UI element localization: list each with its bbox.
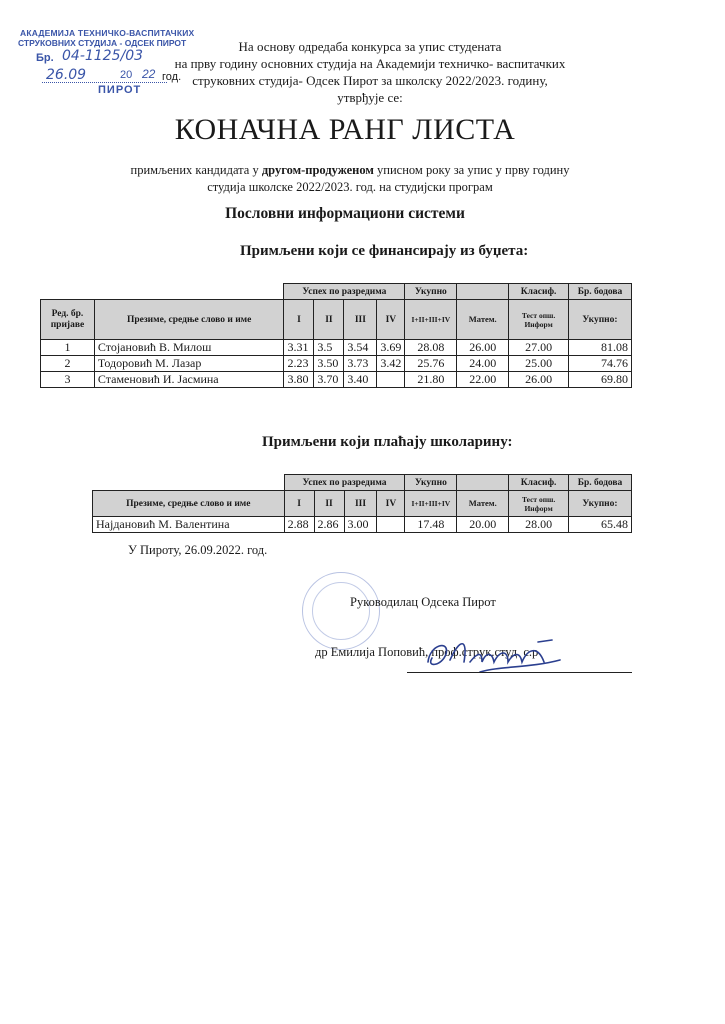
- intro-line-2: на прву годину основних студија на Академији техничко- васпитачких: [174, 56, 566, 71]
- table-column-header-row: [41, 300, 632, 340]
- cell-sum: 28.08: [405, 340, 457, 356]
- col-header-g1: I: [284, 300, 314, 340]
- official-seal-inner: [312, 582, 370, 640]
- col-header-total: Укупно:: [569, 491, 632, 517]
- cell-matem: 26.00: [457, 340, 509, 356]
- col-header-total: Укупно:: [569, 300, 632, 340]
- intro-line-1: На основу одредаба конкурса за упис студената: [238, 39, 502, 54]
- table-row: [41, 340, 632, 356]
- cell-sum: 17.48: [405, 517, 457, 533]
- col-header-test: Тест опш. Информ: [509, 300, 569, 340]
- col-header-g1: I: [284, 491, 314, 517]
- subtitle-line-1: [90, 162, 610, 179]
- table-group-header-row: [41, 284, 632, 300]
- col-header-red-br: Ред. бр. пријаве: [41, 300, 95, 340]
- cell-no: 1: [41, 340, 95, 356]
- subtitle-part-1: примљених кандидата у: [130, 163, 262, 177]
- cell-g1: 2.88: [284, 517, 314, 533]
- cell-matem: 20.00: [457, 517, 509, 533]
- cell-total: 69.80: [569, 372, 632, 388]
- cell-g3: 3.54: [344, 340, 377, 356]
- cell-matem: 22.00: [457, 372, 509, 388]
- subtitle-bold: другом-продуженом: [261, 163, 374, 177]
- cell-name: Стаменовић И. Јасмина: [94, 372, 284, 388]
- section2-heading: Примљени који плаћају школарину:: [262, 434, 513, 450]
- cell-no: 2: [41, 356, 95, 372]
- group-header-uspeh: Успех по разредима: [284, 284, 405, 300]
- stamp-year-prefix: 20: [120, 69, 133, 81]
- col-header-g4: IV: [377, 491, 405, 517]
- cell-g1: 3.80: [284, 372, 314, 388]
- table-row: [41, 372, 632, 388]
- date-line: У Пироту, 26.09.2022. год.: [128, 543, 268, 557]
- handwritten-signature: [420, 632, 570, 677]
- tuition-table: [92, 474, 632, 533]
- cell-g2: 2.86: [314, 517, 344, 533]
- col-header-sum: I+II+III+IV: [405, 491, 457, 517]
- cell-total: 81.08: [569, 340, 632, 356]
- cell-name: Стојановић В. Милош: [94, 340, 284, 356]
- stamp-year-value: 22: [142, 67, 156, 81]
- table-group-header-row: [93, 475, 632, 491]
- section1-heading: Примљени који се финансирају из буџета:: [240, 243, 529, 259]
- table-column-header-row: [93, 491, 632, 517]
- cell-test: 28.00: [509, 517, 569, 533]
- group-header-klasif: Класиф.: [509, 475, 569, 491]
- signatory-role: Руководилац Одсека Пирот: [350, 595, 496, 609]
- table-row: [41, 356, 632, 372]
- cell-sum: 21.80: [405, 372, 457, 388]
- stamp-br-value: 04-1125/03: [62, 48, 144, 64]
- col-header-name: Презиме, средње слово и име: [93, 491, 285, 517]
- col-header-g4: IV: [377, 300, 405, 340]
- cell-g4: [377, 517, 405, 533]
- group-header-uspeh: Успех по разредима: [284, 475, 405, 491]
- cell-g3: 3.00: [344, 517, 377, 533]
- col-header-name: Презиме, средње слово и име: [94, 300, 284, 340]
- document-title: КОНАЧНА РАНГ ЛИСТА: [174, 113, 516, 146]
- cell-g1: 3.31: [284, 340, 314, 356]
- cell-g2: 3.5: [314, 340, 344, 356]
- stamp-line-1: АКАДЕМИЈА ТЕХНИЧКО-ВАСПИТАЧКИХ: [20, 28, 195, 38]
- signatory-name: др Емилија Поповић, проф.струк.студ. с.р: [315, 645, 539, 659]
- subtitle-line-2: студија школске 2022/2023. год. на студијски програм: [207, 180, 493, 194]
- intro-line-4: утврђује се:: [337, 90, 403, 105]
- cell-g3: 3.73: [344, 356, 377, 372]
- cell-g1: 2.23: [284, 356, 314, 372]
- stamp-date: 26.09: [46, 67, 87, 83]
- cell-g3: 3.40: [344, 372, 377, 388]
- col-header-sum: I+II+III+IV: [405, 300, 457, 340]
- group-header-ukupno: Укупно: [405, 284, 457, 300]
- cell-test: 27.00: [509, 340, 569, 356]
- col-header-matem: Матем.: [457, 491, 509, 517]
- col-header-test: Тест опш. Информ: [509, 491, 569, 517]
- cell-no: 3: [41, 372, 95, 388]
- intro-line-3: струковних студија- Одсек Пирот за школску 2022/2023. годину,: [192, 73, 548, 88]
- subtitle-part-3: уписном року за упис у прву годину: [373, 163, 570, 177]
- stamp-line-2: СТРУКОВНИХ СТУДИЈА - ОДСЕК ПИРОТ: [18, 38, 187, 48]
- cell-g4: 3.42: [377, 356, 405, 372]
- cell-total: 65.48: [569, 517, 632, 533]
- cell-g4: [377, 372, 405, 388]
- group-header-klasif: Класиф.: [509, 284, 569, 300]
- group-header-bodova: Бр. бодова: [569, 284, 632, 300]
- stamp-city: ПИРОТ: [98, 84, 142, 96]
- cell-g4: 3.69: [377, 340, 405, 356]
- group-header-ukupno: Укупно: [405, 475, 457, 491]
- col-header-g2: II: [314, 491, 344, 517]
- cell-name: Најдановић М. Валентина: [93, 517, 285, 533]
- subtitle: [90, 162, 610, 196]
- cell-total: 74.76: [569, 356, 632, 372]
- cell-test: 26.00: [509, 372, 569, 388]
- cell-g2: 3.50: [314, 356, 344, 372]
- col-header-matem: Матем.: [457, 300, 509, 340]
- cell-test: 25.00: [509, 356, 569, 372]
- cell-sum: 25.76: [405, 356, 457, 372]
- group-header-bodova: Бр. бодова: [569, 475, 632, 491]
- col-header-g3: III: [344, 491, 377, 517]
- cell-name: Тодоровић М. Лазар: [94, 356, 284, 372]
- cell-matem: 24.00: [457, 356, 509, 372]
- cell-g2: 3.70: [314, 372, 344, 388]
- stamp-year-suffix: год.: [162, 71, 182, 83]
- intro-paragraph: [110, 38, 630, 106]
- program-name: Пословни информациони системи: [225, 205, 465, 222]
- stamp-br-label: Бр.: [36, 52, 54, 64]
- signature-line: [407, 672, 632, 673]
- budget-table: [40, 283, 632, 388]
- col-header-g3: III: [344, 300, 377, 340]
- table-row: [93, 517, 632, 533]
- col-header-g2: II: [314, 300, 344, 340]
